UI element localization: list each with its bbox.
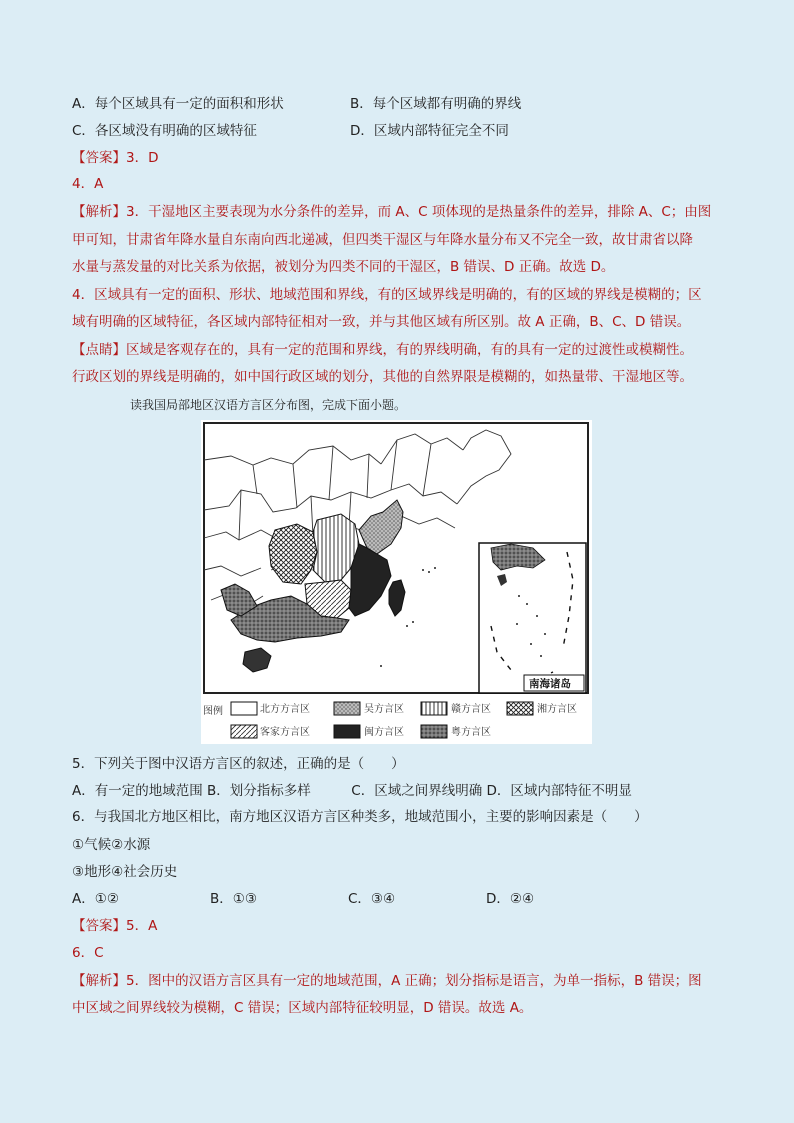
legend-label-yue: 粤方言区 (451, 727, 491, 738)
tip-tag: 【点睛】 (72, 342, 126, 358)
q3-option-d: D．区域内部特征完全不同 (350, 123, 509, 139)
legend-label-north: 北方方言区 (260, 704, 310, 715)
legend-title: 图例 (203, 706, 223, 717)
tip-line-1 (72, 339, 732, 361)
q6-statement-2: ③地形④社会历史 (72, 864, 178, 880)
answer-tag: 【答案】 (72, 150, 126, 166)
analysis2-line-1 (72, 970, 732, 992)
q6-option-d: D．②④ (486, 891, 535, 907)
q6-option-c: C．③④ (348, 891, 396, 907)
answer-text-3: 5．A (126, 918, 158, 934)
analysis2-text-1: 5．图中的汉语方言区具有一定的地域范围，A 正确；划分指标是语言，为单一指标，B 错误；图 (126, 973, 702, 989)
analysis-text-1: 3．干湿地区主要表现为水分条件的差异，而 A、C 项体现的是热量条件的差异，排除 A、C；由图 (126, 204, 712, 220)
q6-option-a: A．①② (72, 891, 119, 907)
q6-stem: 6．与我国北方地区相比，南方地区汉语方言区种类多，地域范围小，主要的影响因素是（ ） (72, 809, 648, 825)
legend-swatch-north (231, 702, 257, 715)
tip-text-1: 区域是客观存在的，具有一定的范围和界线，有的界线明确，有的具有一定的过渡性或模糊性。 (126, 342, 693, 358)
legend-swatch-wu (334, 702, 360, 715)
legend-swatch-min (334, 725, 360, 738)
legend-swatch-kejia (231, 725, 257, 738)
analysis-tag: 【解析】 (72, 204, 126, 220)
dialect-map-svg (201, 420, 592, 744)
legend-swatch-xiang (507, 702, 533, 715)
analysis-line-2: 甲可知，甘肃省年降水量自东南向西北递减，但四类干湿区与年降水量分布又不完全一致，故甘肃省以降 (72, 232, 693, 248)
answer-block-2 (72, 915, 732, 937)
analysis2-line-2: 中区域之间界线较为模糊，C 错误；区域内部特征较明显，D 错误。故选 A。 (72, 1000, 533, 1016)
q6-statement-1: ①气候②水源 (72, 837, 151, 853)
analysis-line-5: 域有明确的区域特征，各区域内部特征相对一致，并与其他区域有所区别。故 A 正确，B、C、D 错误。 (72, 314, 691, 330)
analysis-line-4: 4．区域具有一定的面积、形状、地域范围和界线，有的区域界线是明确的，有的区域的界线是模糊的；区 (72, 287, 702, 303)
q3-option-c: C．各区域没有明确的区域特征 (72, 123, 257, 139)
answer-block-1 (72, 147, 732, 169)
q5-options: A．有一定的地域范围 B．划分指标多样 C．区域之间界线明确 D．区域内部特征不明显 (72, 783, 632, 799)
legend-label-kejia: 客家方言区 (260, 727, 310, 738)
map-caption: 读我国局部地区汉语方言区分布图，完成下面小题。 (130, 398, 407, 412)
analysis2-tag: 【解析】 (72, 973, 126, 989)
legend-label-xiang: 湘方言区 (537, 704, 577, 715)
analysis-line-1 (72, 201, 732, 223)
dialect-map-figure (201, 420, 592, 744)
legend-label-wu: 吴方言区 (364, 704, 404, 715)
legend-swatch-yue (421, 725, 447, 738)
q5-stem: 5．下列关于图中汉语方言区的叙述，正确的是（ ） (72, 756, 405, 772)
answer-tag-2: 【答案】 (72, 918, 126, 934)
tip-line-2: 行政区划的界线是明确的，如中国行政区域的划分，其他的自然界限是模糊的，如热量带、干湿地区等。 (72, 369, 693, 385)
legend-label-gan: 赣方言区 (451, 704, 491, 715)
q3-option-a: A．每个区域具有一定的面积和形状 (72, 96, 284, 112)
legend-swatch-gan (421, 702, 447, 715)
answer-text-2: 4．A (72, 176, 104, 192)
legend-label-min: 闽方言区 (364, 727, 404, 738)
answer-text-4: 6．C (72, 945, 104, 961)
q6-option-b: B．①③ (210, 891, 257, 907)
q3-option-b: B．每个区域都有明确的界线 (350, 96, 522, 112)
analysis-line-3: 水量与蒸发量的对比关系为依据，被划分为四类不同的干湿区，B 错误、D 正确。故选 D。 (72, 259, 615, 275)
answer-text: 3．D (126, 150, 159, 166)
inset-label: 南海诸岛 (529, 678, 571, 690)
